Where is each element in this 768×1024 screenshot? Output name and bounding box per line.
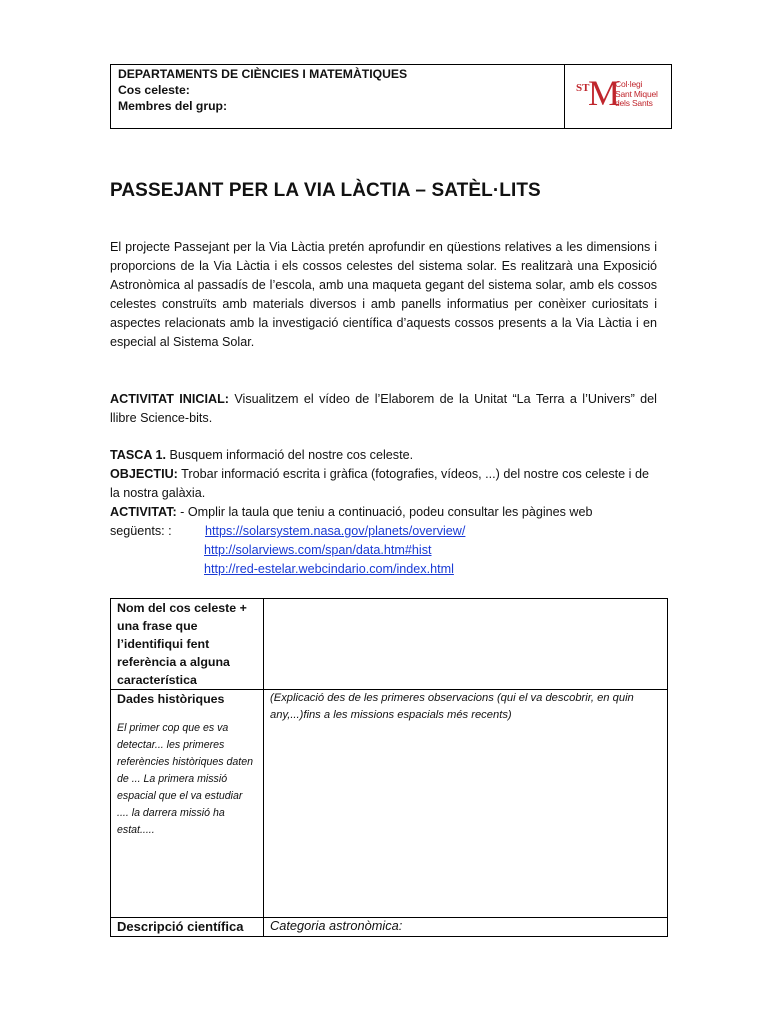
row-label-description: Descripció científica	[117, 919, 244, 934]
intro-paragraph: El projecte Passejant per la Via Làctia pretén aprofundir en qüestions relatives a les dimensions i proporcions de la Via Làctia i els cossos celestes del sistema solar. Es realitzarà una Exposició Astronòmica al passadís de l’escola, amb una maqueta gegant del sistema solar, amb els cossos celestes construïts amb materials diversos i amb panells informatius per conèixer curiositats i aspectes relacionats amb la investigació científica d’aquests cossos presents a la Via Làctia i en especial al Sistema Solar.	[110, 240, 657, 349]
objectiu	[110, 465, 657, 503]
tasca-1-text: Busquem informació del nostre cos celeste.	[165, 448, 414, 462]
logo-name-line: Col·legi	[615, 79, 643, 89]
table-cell-answer[interactable]	[264, 918, 668, 937]
header-info	[111, 65, 565, 128]
tasca-1-label: TASCA 1.	[110, 448, 166, 462]
table-row	[111, 918, 668, 937]
row-label-history: Dades històriques	[117, 692, 225, 706]
header-box	[110, 64, 672, 129]
research-table	[110, 598, 668, 937]
link-red-estelar[interactable]: http://red-estelar.webcindario.com/index.html	[204, 562, 454, 576]
celestial-body-field-label: Cos celeste:	[118, 83, 190, 97]
table-cell-answer[interactable]	[264, 690, 668, 918]
row-hint-history: (Explicació des de les primeres observacions (qui el va descobrir, en quin any,...)fins a les missions espacials més recents)	[270, 692, 634, 721]
table-cell-label	[111, 918, 264, 937]
logo-m: M	[588, 73, 621, 113]
row-note-history: El primer cop que es va detectar... les primeres referències històriques daten de ... La primera missió espacial que el va estudiar .... la darrera missió ha estat.....	[117, 722, 254, 836]
link-solarviews[interactable]: http://solarviews.com/span/data.htm#hist	[204, 543, 432, 557]
school-logo	[575, 73, 665, 117]
group-members-field-label: Membres del grup:	[118, 99, 228, 113]
table-row	[111, 690, 668, 918]
activitat-text: - Omplir la taula que teniu a continuació, podeu consultar les pàgines web següents: :	[110, 505, 593, 538]
tasca-1	[110, 446, 657, 465]
table-cell-answer[interactable]	[264, 599, 668, 690]
logo-st: ST	[576, 82, 590, 94]
department-title: DEPARTAMENTS DE CIÈNCIES I MATEMÀTIQUES	[118, 67, 408, 81]
row-hint-category: Categoria astronòmica:	[270, 918, 403, 933]
logo-name-line: dels Sants	[615, 98, 653, 108]
table-cell-label	[111, 690, 264, 918]
activitat-inicial-label: ACTIVITAT INICIAL:	[110, 392, 229, 406]
logo-cell	[565, 65, 671, 128]
activitat-inicial	[110, 390, 657, 428]
table-cell-label	[111, 599, 264, 690]
link-nasa[interactable]: https://solarsystem.nasa.gov/planets/overview/	[205, 524, 466, 538]
table-row	[111, 599, 668, 690]
objectiu-label: OBJECTIU:	[110, 467, 178, 481]
activitat-label: ACTIVITAT:	[110, 505, 177, 519]
logo-name-line: Sant Miquel	[615, 88, 658, 99]
activitat-inicial-text: Visualitzem el vídeo de l’Elaborem de la Unitat “La Terra a l’Univers” del llibre Science-bits.	[110, 392, 657, 425]
logo-school-name	[615, 80, 658, 109]
objectiu-text: Trobar informació escrita i gràfica (fotografies, vídeos, ...) del nostre cos celeste i de la nostra galàxia.	[110, 467, 649, 500]
document-title: PASSEJANT PER LA VIA LÀCTIA – SATÈL·LITS	[110, 180, 541, 201]
row-label-name: Nom del cos celeste + una frase que l’identifiqui fent referència a alguna característica	[117, 601, 247, 687]
